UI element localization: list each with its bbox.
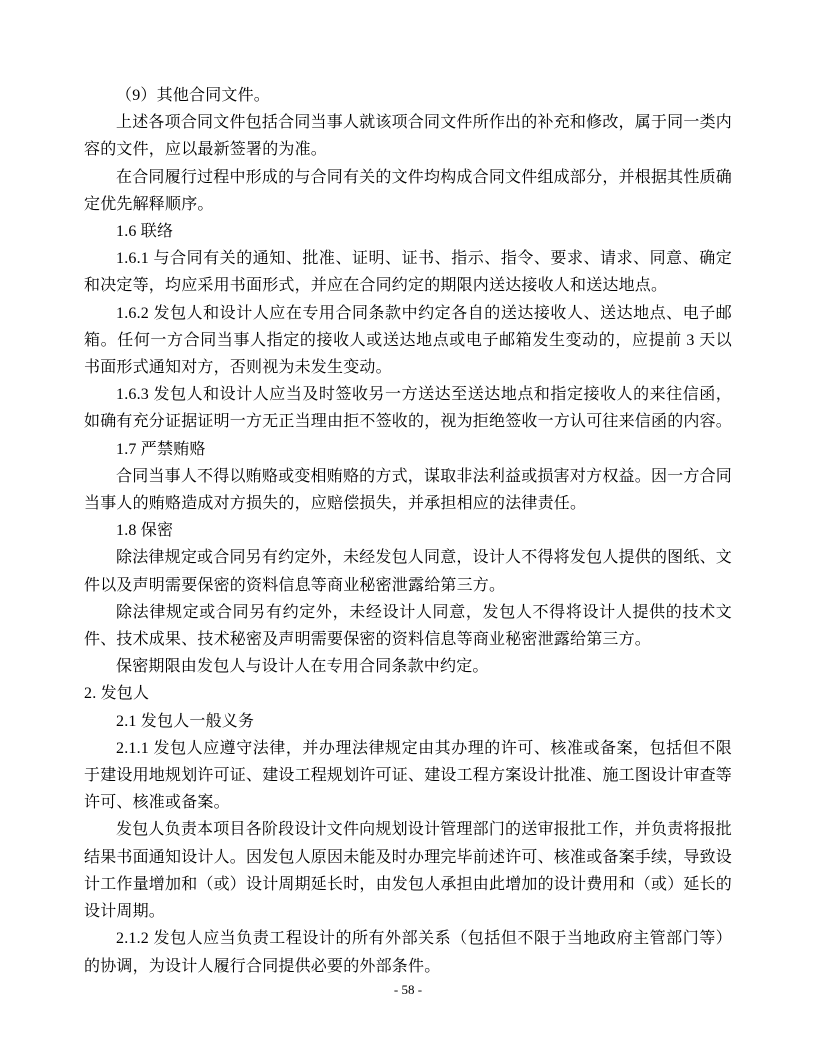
paragraph: 除法律规定或合同另有约定外，未经设计人同意，发包人不得将设计人提供的技术文件、技术成果、技术秘密及声明需要保密的资料信息等商业秘密泄露给第三方。	[84, 603, 732, 649]
contract-text-body	[84, 82, 732, 980]
paragraph: 1.6.1 与合同有关的通知、批准、证明、证书、指示、指令、要求、请求、同意、确定和决定等，均应采用书面形式，并应在合同约定的期限内送达接收人和送达地点。	[84, 250, 732, 295]
page-footer	[0, 981, 816, 999]
paragraph: 1.7 严禁贿赂	[116, 440, 206, 458]
paragraph: 保密期限由发包人与设计人在专用合同条款中约定。	[116, 658, 489, 676]
paragraph: 2. 发包人	[84, 685, 150, 703]
paragraph: （9）其他合同文件。	[116, 87, 271, 104]
paragraph: 1.6.3 发包人和设计人应当及时签收另一方送达至送达地点和指定接收人的来往信函，如确有充分证据证明一方无正当理由拒不签收的，视为拒绝签收一方认可往来信函的内容。	[84, 386, 733, 431]
page-number: - 58 -	[393, 982, 423, 997]
paragraph: 在合同履行过程中形成的与合同有关的文件均构成合同文件组成部分，并根据其性质确定优先解释顺序。	[84, 168, 732, 213]
paragraph: 2.1 发包人一般义务	[116, 712, 255, 730]
paragraph: 2.1.1 发包人应遵守法律，并办理法律规定由其办理的许可、核准或备案，包括但不限于建设用地规划许可证、建设工程规划许可证、建设工程方案设计批准、施工图设计审查等许可、核准或备案。	[84, 739, 733, 812]
paragraph: 上述各项合同文件包括合同当事人就该项合同文件所作出的补充和修改，属于同一类内容的文件，应以最新签署的为准。	[84, 114, 732, 159]
paragraph: 发包人负责本项目各阶段设计文件向规划设计管理部门的送审报批工作，并负责将报批结果书面通知设计人。因发包人原因未能及时办理完毕前述许可、核准或备案手续，导致设计工作量增加和（或）设计周期延长时，由发包人承担由此增加的设计费用和（或）延长的设计周期。	[84, 821, 733, 921]
paragraph: 合同当事人不得以贿赂或变相贿赂的方式，谋取非法利益或损害对方权益。因一方合同当事人的贿赂造成对方损失的，应赔偿损失，并承担相应的法律责任。	[84, 467, 732, 513]
paragraph: 除法律规定或合同另有约定外，未经发包人同意，设计人不得将发包人提供的图纸、文件以及声明需要保密的资料信息等商业秘密泄露给第三方。	[84, 549, 732, 594]
paragraph: 1.8 保密	[116, 522, 174, 540]
paragraph: 1.6 联络	[116, 223, 174, 241]
paragraph: 2.1.2 发包人应当负责工程设计的所有外部关系（包括但不限于当地政府主管部门等）的协调，为设计人履行合同提供必要的外部条件。	[84, 930, 732, 975]
paragraph: 1.6.2 发包人和设计人应在专用合同条款中约定各自的送达接收人、送达地点、电子邮箱。任何一方合同当事人指定的接收人或送达地点或电子邮箱发生变动的，应提前 3 天以书面形式通知对方，否则视为未发生变动。	[84, 304, 732, 377]
